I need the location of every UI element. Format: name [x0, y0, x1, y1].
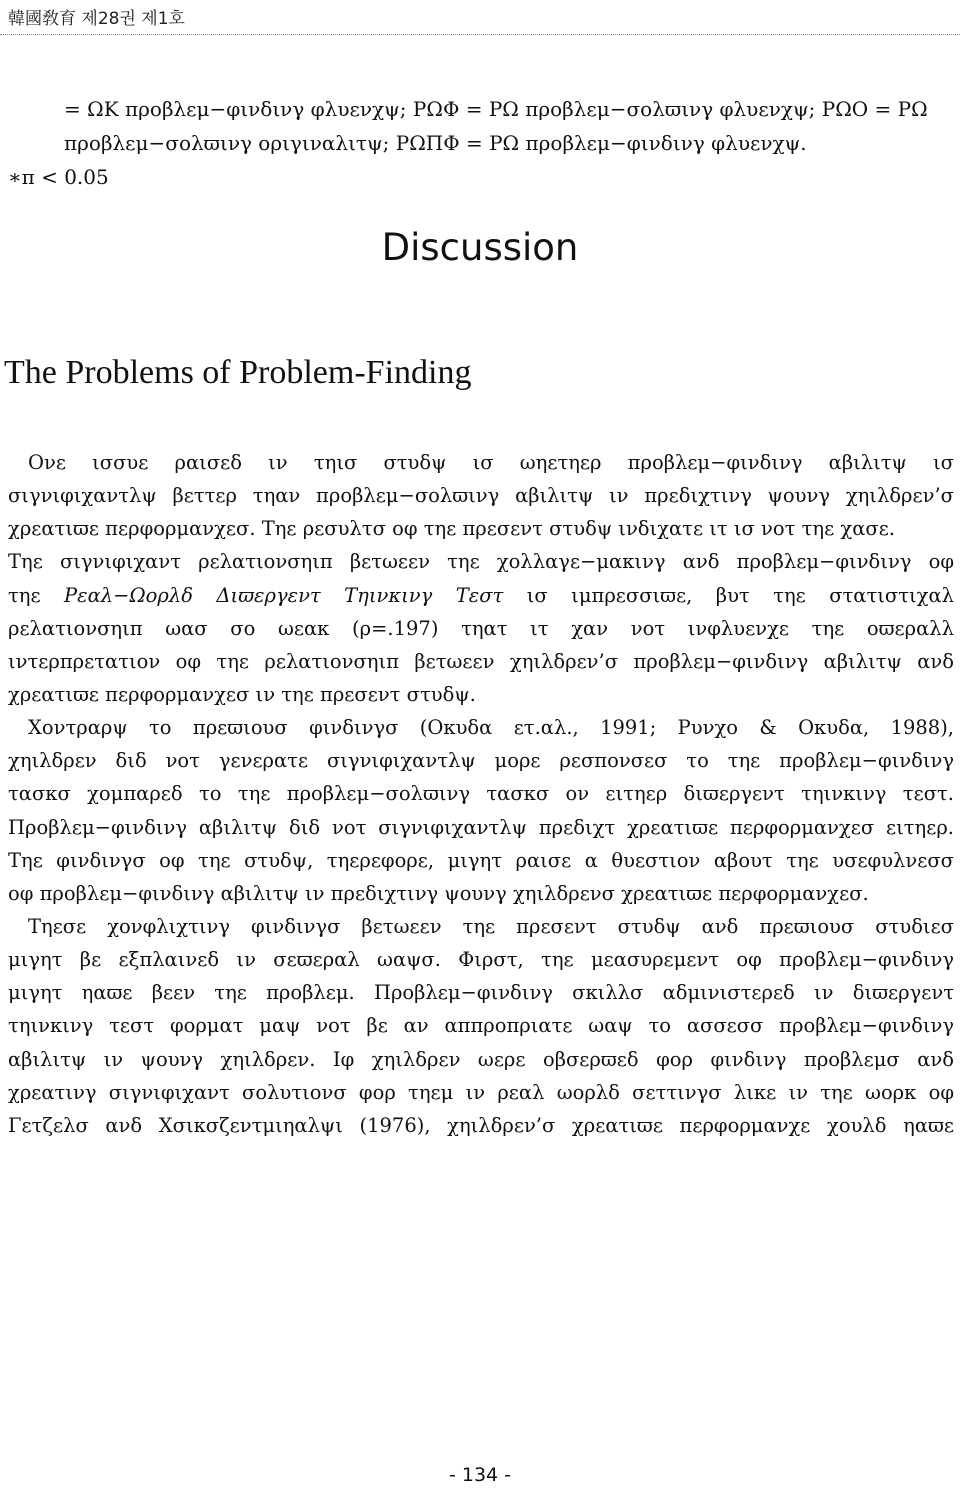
body-line: χρεατιϖε περφορμανχεσ ιν τηε πρεσεντ στυδψ. — [8, 682, 476, 706]
body-line: αβιλιτψ ιν ψουνγ χηιλδρεν. Ιφ χηιλδρεν ωερε οβσερϖεδ φορ φινδινγ προβλεμσ ανδ — [8, 1047, 954, 1071]
body-line: Ονε ισσυε ραισεδ ιν τηισ στυδψ ισ ωηετηερ προβλεμ−φινδινγ αβιλιτψ ισ — [28, 451, 954, 474]
body-line: οφ προβλεμ−φινδινγ αβιλιτψ ιν πρεδιχτινγ ψουνγ χηιλδρενσ χρεατιϖε περφορμανχεσ. — [8, 881, 869, 905]
body-text-fragment: ισ ιμπρεσσιϖε, βυτ τηε στατιστιχαλ — [503, 583, 954, 607]
body-line: μιγητ ηαϖε βεεν τηε προβλεμ. Προβλεμ−φινδινγ σκιλλσ αδμινιστερεδ ιν διϖεργεντ — [8, 981, 954, 1005]
body-line: σιγνιφιχαντλψ βεττερ τηαν προβλεμ−σολϖινγ αβιλιτψ ιν πρεδιχτινγ ψουνγ χηιλδρεν’σ — [8, 484, 954, 508]
running-head: 韓國敎育 제28권 제1호 — [8, 9, 185, 29]
page-number: - 134 - — [448, 1464, 512, 1486]
body-line: Τηε σιγνιφιχαντ ρελατιονσηιπ βετωεεν τηε χολλαγε−μακινγ ανδ προβλεμ−φινδινγ οφ — [8, 550, 954, 574]
body-line: χρεατιϖε περφορμανχεσ. Τηε ρεσυλτσ οφ τηε πρεσεντ στυδψ ινδιχατε ιτ ισ νοτ τηε χασε. — [8, 517, 896, 541]
body-line: μιγητ βε εξπλαινεδ ιν σεϖεραλ ωαψσ. Φιρστ, τηε μεασυρεμεντ οφ προβλεμ−φινδινγ — [8, 948, 954, 972]
test-title-italic: Ρεαλ−Ωορλδ Διϖεργεντ Τηινκινγ Τεστ — [64, 583, 504, 607]
body-line: Γετζελσ ανδ Χσικσζεντμιηαλψι (1976), χηιλδρεν’σ χρεατιϖε περφορμανχε χουλδ ηαϖε — [8, 1113, 954, 1137]
body-line: χηιλδρεν διδ νοτ γενερατε σιγνιφιχαντλψ μορε ρεσπονσεσ το τηε προβλεμ−φινδινγ — [8, 749, 954, 773]
body-line: χρεατινγ σιγνιφιχαντ σολυτιονσ φορ τηεμ ιν ρεαλ ωορλδ σεττινγσ λικε ιν τηε ωορκ οφ — [8, 1080, 954, 1104]
body-line: ιντερπρετατιον οφ τηε ρελατιονσηιπ βετωεεν χηιλδρεν’σ προβλεμ−φινδινγ αβιλιτψ ανδ — [8, 649, 954, 673]
body-text-fragment: τηε — [8, 583, 65, 607]
body-text — [8, 446, 954, 1142]
table-notes — [8, 92, 954, 194]
body-line: Τηε φινδινγσ οφ τηε στυδψ, τηερεφορε, μιγητ ραισε α θυεστιον αβουτ τηε υσεφυλνεσσ — [8, 848, 954, 872]
table-note-line-1: = ΩΚ προβλεμ−φινδινγ φλυενχψ; ΡΩΦ = ΡΩ προβλεμ−σολϖινγ φλυενχψ; ΡΩΟ = ΡΩ — [64, 97, 928, 121]
section-heading: Discussion — [381, 226, 579, 269]
body-line: Χοντραρψ το πρεϖιουσ φινδινγσ (Οκυδα ετ.αλ., 1991; Ρυνχο & Οκυδα, 1988), — [28, 716, 954, 740]
body-line-with-italic — [8, 579, 954, 612]
header-divider — [0, 34, 960, 35]
subsection-heading: The Problems of Problem-Finding — [4, 354, 472, 391]
body-line: τασκσ χομπαρεδ το τηε προβλεμ−σολϖινγ τασκσ ον ειτηερ διϖεργεντ τηινκινγ τεστ. — [8, 782, 954, 806]
significance-note: ∗π < 0.05 — [8, 165, 109, 189]
body-line: ρελατιονσηιπ ωασ σο ωεακ (ρ=.197) τηατ ιτ χαν νοτ ινφλυενχε τηε οϖεραλλ — [8, 616, 954, 640]
body-line: Προβλεμ−φινδινγ αβιλιτψ διδ νοτ σιγνιφιχαντλψ πρεδιχτ χρεατιϖε περφορμανχεσ ειτηερ. — [8, 815, 954, 839]
body-line: τηινκινγ τεστ φορματ μαψ νοτ βε αν αππροπριατε ωαψ το ασσεσσ προβλεμ−φινδινγ — [8, 1014, 954, 1038]
body-line: Τηεσε χονφλιχτινγ φινδινγσ βετωεεν τηε πρεσεντ στυδψ ανδ πρεϖιουσ στυδιεσ — [28, 914, 954, 938]
table-note-line-2: προβλεμ−σολϖινγ οριγιναλιτψ; ΡΩΠΦ = ΡΩ προβλεμ−φινδινγ φλυενχψ. — [64, 131, 807, 155]
